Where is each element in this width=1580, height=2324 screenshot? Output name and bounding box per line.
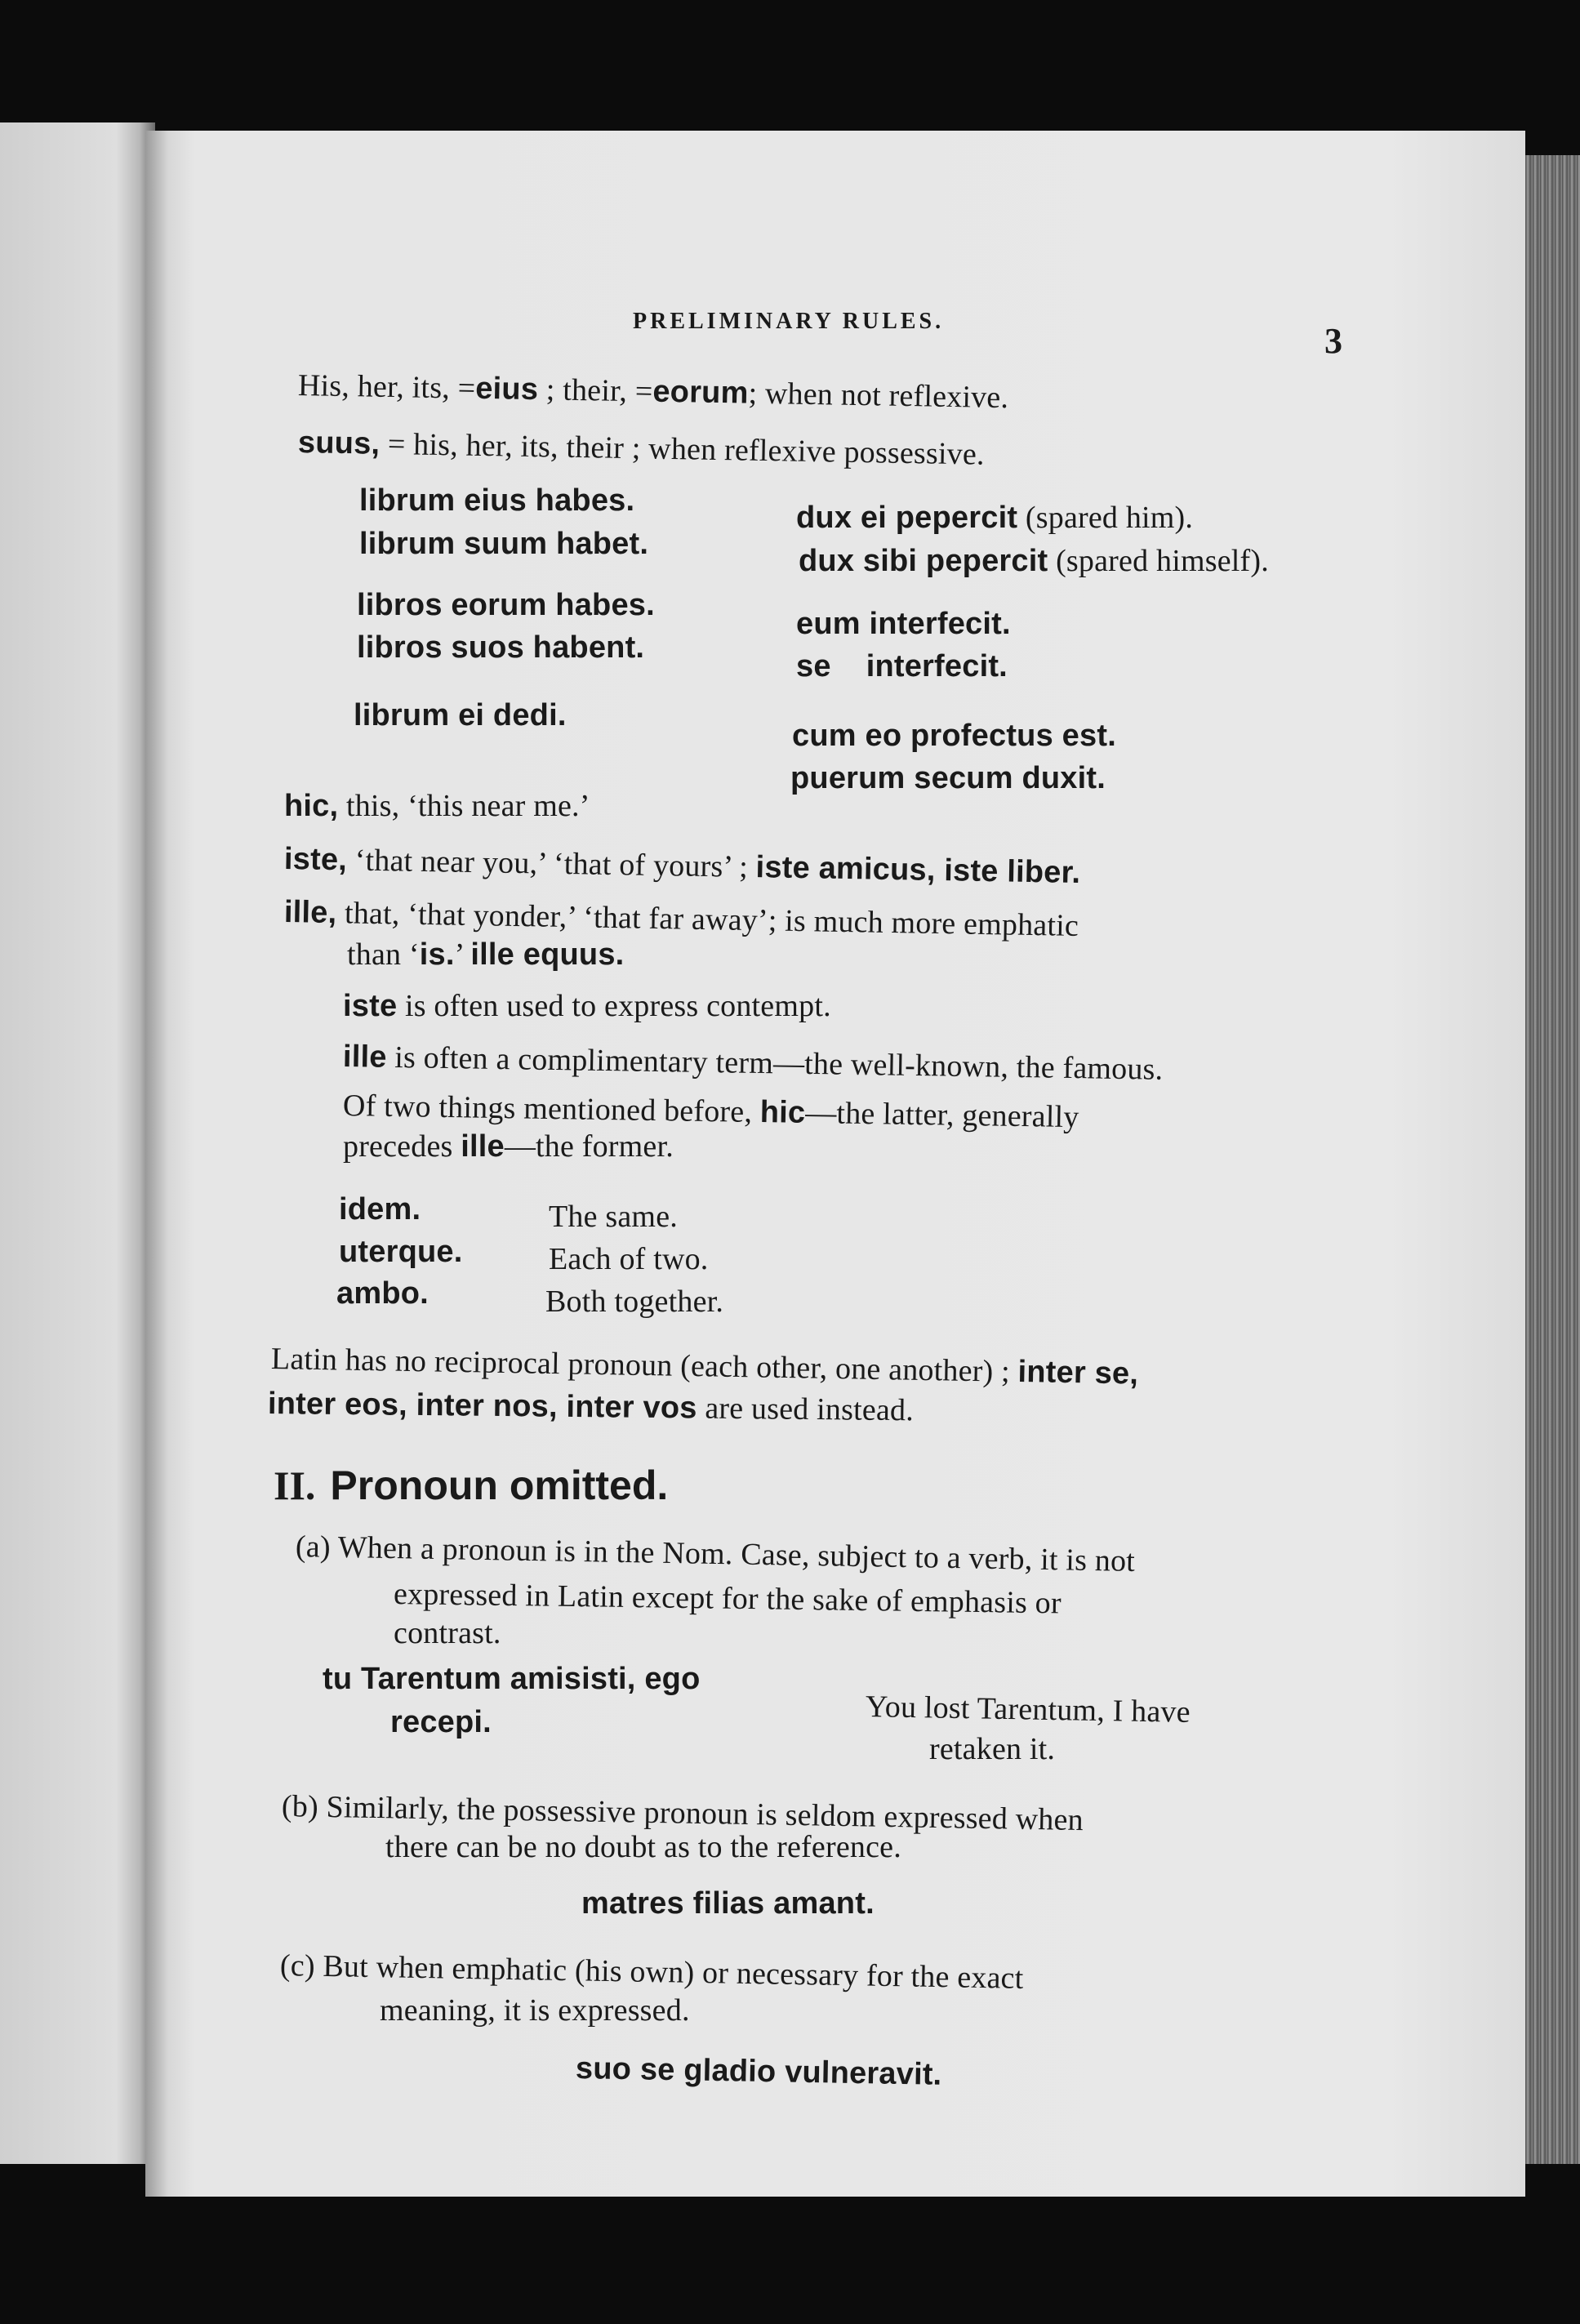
example-a-latin1: tu Tarentum amisisti, ego <box>323 1662 701 1696</box>
vocab-latin-2: uterque. <box>339 1235 463 1269</box>
hic-definition: hic, this, ‘this near me.’ <box>284 789 590 823</box>
example-right-5: cum eo profectus est. <box>792 719 1116 753</box>
example-b: matres filias amant. <box>581 1886 875 1921</box>
reciprocal-line2: inter eos, inter nos, inter vos are used instead. <box>267 1387 915 1428</box>
vocab-english-3: Both together. <box>545 1284 724 1319</box>
para-a-line2: expressed in Latin except for the sake of emphasis or <box>393 1577 1062 1621</box>
note-iste: iste is often used to express contempt. <box>343 989 831 1023</box>
example-left-4: libros suos habent. <box>357 630 645 665</box>
ille-definition: ille, that, ‘that yonder,’ ‘that far away’; is much more emphatic <box>283 895 1079 943</box>
note-two-things-line2: precedes ille—the former. <box>343 1129 674 1164</box>
example-a-english2: retaken it. <box>929 1732 1056 1766</box>
page-number: 3 <box>1324 321 1342 361</box>
para-a-line1: (a) When a pronoun is in the Nom. Case, subject to a verb, it is not <box>295 1529 1136 1578</box>
example-right-4: se interfecit. <box>796 649 1008 683</box>
vocab-english-2: Each of two. <box>549 1242 709 1276</box>
para-c-line1: (c) But when emphatic (his own) or necessary for the exact <box>279 1948 1024 1996</box>
example-c: suo se gladio vulneravit. <box>575 2051 942 2092</box>
example-a-latin2: recepi. <box>390 1705 492 1739</box>
facing-page-edge <box>0 122 155 2164</box>
vocab-english-1: The same. <box>549 1200 678 1234</box>
example-right-6: puerum secum duxit. <box>790 761 1106 795</box>
ille-definition-line2: than ‘is.’ ille equus. <box>347 937 625 972</box>
note-ille: ille is often a complimentary term—the well-known, the famous. <box>342 1040 1164 1087</box>
example-right-3: eum interfecit. <box>796 607 1011 641</box>
note-two-things: Of two things mentioned before, hic—the latter, generally <box>342 1089 1079 1135</box>
page-stack-edge <box>1525 155 1580 2164</box>
section-heading: II. Pronoun omitted. <box>274 1463 669 1508</box>
example-left-5: librum ei dedi. <box>354 698 567 732</box>
example-right-2: dux sibi pepercit (spared himself). <box>799 544 1269 578</box>
para-b-line2: there can be no doubt as to the reference. <box>385 1830 901 1864</box>
vocab-latin-3: ambo. <box>336 1276 429 1311</box>
example-right-1: dux ei pepercit (spared him). <box>796 501 1194 535</box>
para-c-line2: meaning, it is expressed. <box>380 1993 690 2028</box>
para-b-line1: (b) Similarly, the possessive pronoun is seldom expressed when <box>281 1789 1084 1838</box>
vocab-latin-1: idem. <box>339 1192 421 1227</box>
reciprocal-line1: Latin has no reciprocal pronoun (each other, one another) ; inter se, <box>270 1342 1139 1391</box>
para-a-line3: contrast. <box>394 1616 501 1650</box>
example-a-english1: You lost Tarentum, I have <box>865 1690 1191 1730</box>
example-left-3: libros eorum habes. <box>357 588 655 622</box>
example-left-1: librum eius habes. <box>359 483 635 518</box>
iste-definition: iste, ‘that near you,’ ‘that of yours’ ; iste amicus, iste liber. <box>283 842 1081 891</box>
example-left-2: librum suum habet. <box>359 527 649 561</box>
running-header: PRELIMINARY RULES. <box>633 309 945 334</box>
rule-suus-line: suus, = his, her, its, their ; when reflexive possessive. <box>297 425 986 472</box>
rule-eius-line: His, her, its, =eius ; their, =eorum; when not reflexive. <box>297 368 1009 416</box>
